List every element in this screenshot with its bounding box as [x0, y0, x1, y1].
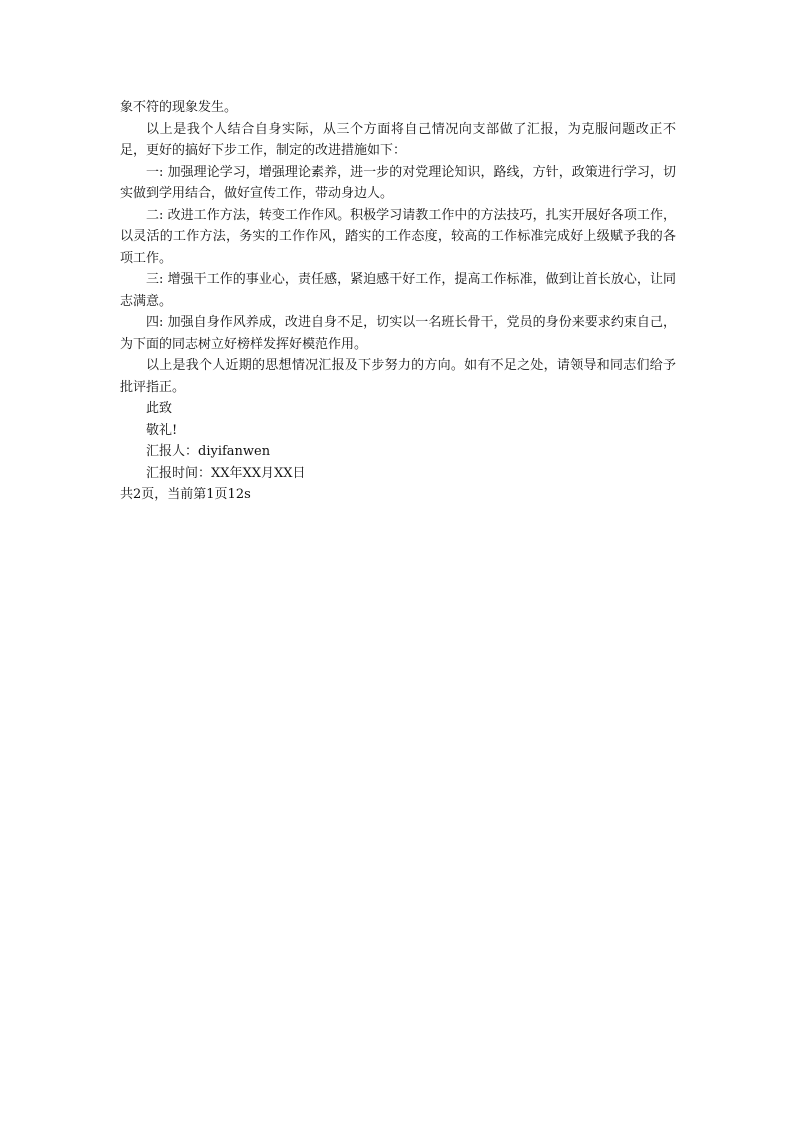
page-info: 共2页，当前第1页12s: [120, 487, 251, 502]
paragraph-measure-4: 四: 加强自身作风养成，改进自身不足，切实以一名班长骨干，党员的身份来要求约束自己，为下面的同志树立好榜样发挥好模范作用。: [120, 315, 676, 352]
paragraph-conclusion: 以上是我个人近期的思想情况汇报及下步努力的方向。如有不足之处，请领导和同志们给予批评指正。: [120, 358, 676, 395]
salutation-line-1: 此致: [146, 401, 173, 416]
reporter-line: 汇报人：diyifanwen: [146, 444, 271, 459]
paragraph-continuation: 象不符的现象发生。: [120, 100, 238, 115]
paragraph-measure-3: 三: 增强干工作的事业心，责任感，紧迫感干好工作，提高工作标准，做到让首长放心，让同志满意。: [120, 272, 676, 309]
salutation-line-2: 敬礼!: [146, 422, 178, 438]
paragraph-measure-1: 一: 加强理论学习，增强理论素养，进一步的对党理论知识，路线，方针，政策进行学习，切实做到学用结合，做好宣传工作，带动身边人。: [120, 164, 676, 201]
report-time-line: 汇报时间：XX年XX月XX日: [146, 465, 306, 481]
paragraph-measure-2: 二: 改进工作方法，转变工作作风。积极学习请教工作中的方法技巧，扎实开展好各项工作，以灵活的工作方法，务实的工作作风，踏实的工作态度，较高的工作标准完成好上级赋予我的各项工作。: [120, 207, 676, 266]
paragraph-summary: 以上是我个人结合自身实际，从三个方面将自己情况向支部做了汇报，为克服问题改正不足，更好的搞好下步工作，制定的改进措施如下：: [120, 121, 676, 158]
document-page: [120, 97, 676, 506]
